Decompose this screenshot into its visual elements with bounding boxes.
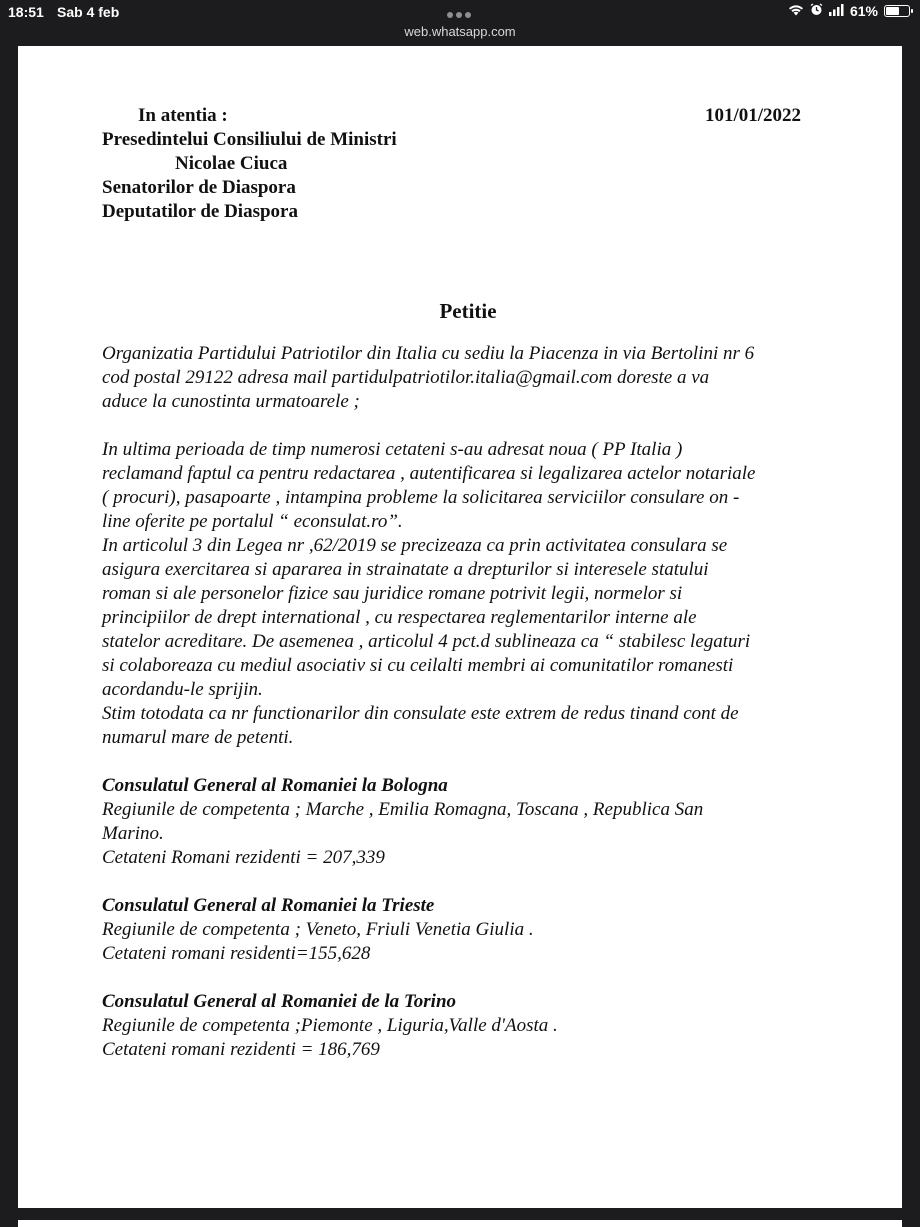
signal-bars-icon: [829, 3, 844, 19]
wifi-icon: [788, 3, 804, 19]
consulate-title: Consulatul General al Romaniei la Bologna: [102, 775, 448, 796]
next-page-edge: [18, 1220, 902, 1227]
status-bar: [0, 0, 920, 24]
alarm-icon: [810, 3, 823, 19]
consulate-block-torino: [102, 990, 826, 1062]
consulate-title: Consulatul General al Romaniei de la Torino: [102, 991, 457, 1012]
text-line: principiilor de drept international , cu respectarea reglementarilor interne ale: [102, 607, 697, 628]
body-paragraph: [102, 438, 826, 750]
text-line: Organizatia Partidului Patriotilor din Italia cu sediu la Piacenza in via Bertolini nr 6: [102, 343, 755, 364]
text-line: In articolul 3 din Legea nr ,62/2019 se precizeaza ca prin activitatea consulara se: [102, 535, 728, 556]
text-line: Regiunile de competenta ; Veneto, Friuli Venetia Giulia .: [102, 919, 534, 940]
attention-label: In atentia :: [138, 105, 228, 126]
battery-icon: [884, 5, 910, 17]
recipient-line: Senatorilor de Diaspora: [102, 177, 296, 198]
text-line: roman si ale personelor fizice sau juridice romane potrivit legii, normelor si: [102, 583, 683, 604]
recipient-line: Deputatilor de Diaspora: [102, 201, 298, 222]
text-line: Regiunile de competenta ;Piemonte , Liguria,Valle d'Aosta .: [102, 1015, 558, 1036]
text-line: statelor acreditare. De asemenea , articolul 4 pct.d sublineaza ca “ stabilesc legaturi: [102, 631, 751, 652]
battery-percent: 61%: [849, 3, 878, 19]
text-line: asigura exercitarea si apararea in strainatate a drepturilor si interesele statului: [102, 559, 709, 580]
text-line: line oferite pe portalul “ econsulat.ro”.: [102, 511, 403, 532]
document-date: 101/01/2022: [704, 105, 801, 126]
text-line: aduce la cunostinta urmatoarele ;: [102, 391, 360, 412]
text-line: cod postal 29122 adresa mail partidulpatriotilor.italia@gmail.com doreste a va: [102, 367, 710, 388]
status-time: 18:51: [8, 4, 44, 20]
consulate-block-bologna: [102, 774, 826, 870]
battery-fill: [886, 7, 899, 15]
document-title: Petitie: [439, 299, 497, 323]
text-line: Marino.: [102, 823, 164, 844]
text-line: Cetateni romani rezidenti = 186,769: [102, 1039, 380, 1060]
consulate-title: Consulatul General al Romaniei la Trieste: [102, 895, 435, 916]
multitasking-dots-icon[interactable]: [447, 5, 475, 15]
consulate-block-trieste: [102, 894, 826, 966]
text-line: reclamand faptul ca pentru redactarea , autentificarea si legalizarea actelor notariale: [102, 463, 756, 484]
text-line: Stim totodata ca nr functionarilor din consulate este extrem de redus tinand cont de: [102, 703, 739, 724]
status-date: Sab 4 feb: [57, 4, 120, 20]
text-line: Cetateni Romani rezidenti = 207,339: [102, 847, 385, 868]
recipient-name: Nicolae Ciuca: [175, 153, 288, 174]
text-line: Regiunile de competenta ; Marche , Emilia Romagna, Toscana , Republica San: [102, 799, 704, 820]
text-line: si colaboreaza cu mediul asociativ si cu ceilalti membri ai comunitatilor romanesti: [102, 655, 734, 676]
text-line: acordandu-le sprijin.: [102, 679, 263, 700]
document-page: [18, 46, 902, 1208]
text-line: numarul mare de petenti.: [102, 727, 294, 748]
recipient-line: Presedintelui Consiliului de Ministri: [102, 129, 397, 150]
url-bar[interactable]: web.whatsapp.com: [404, 24, 516, 39]
text-line: ( procuri), pasapoarte , intampina probleme la solicitarea serviciilor consulare on -: [102, 487, 740, 508]
petition-document: [102, 104, 826, 1062]
text-line: Cetateni romani residenti=155,628: [102, 943, 371, 964]
intro-paragraph: [102, 342, 826, 414]
status-icons: [788, 3, 910, 19]
text-line: In ultima perioada de timp numerosi cetateni s-au adresat noua ( PP Italia ): [102, 439, 683, 460]
